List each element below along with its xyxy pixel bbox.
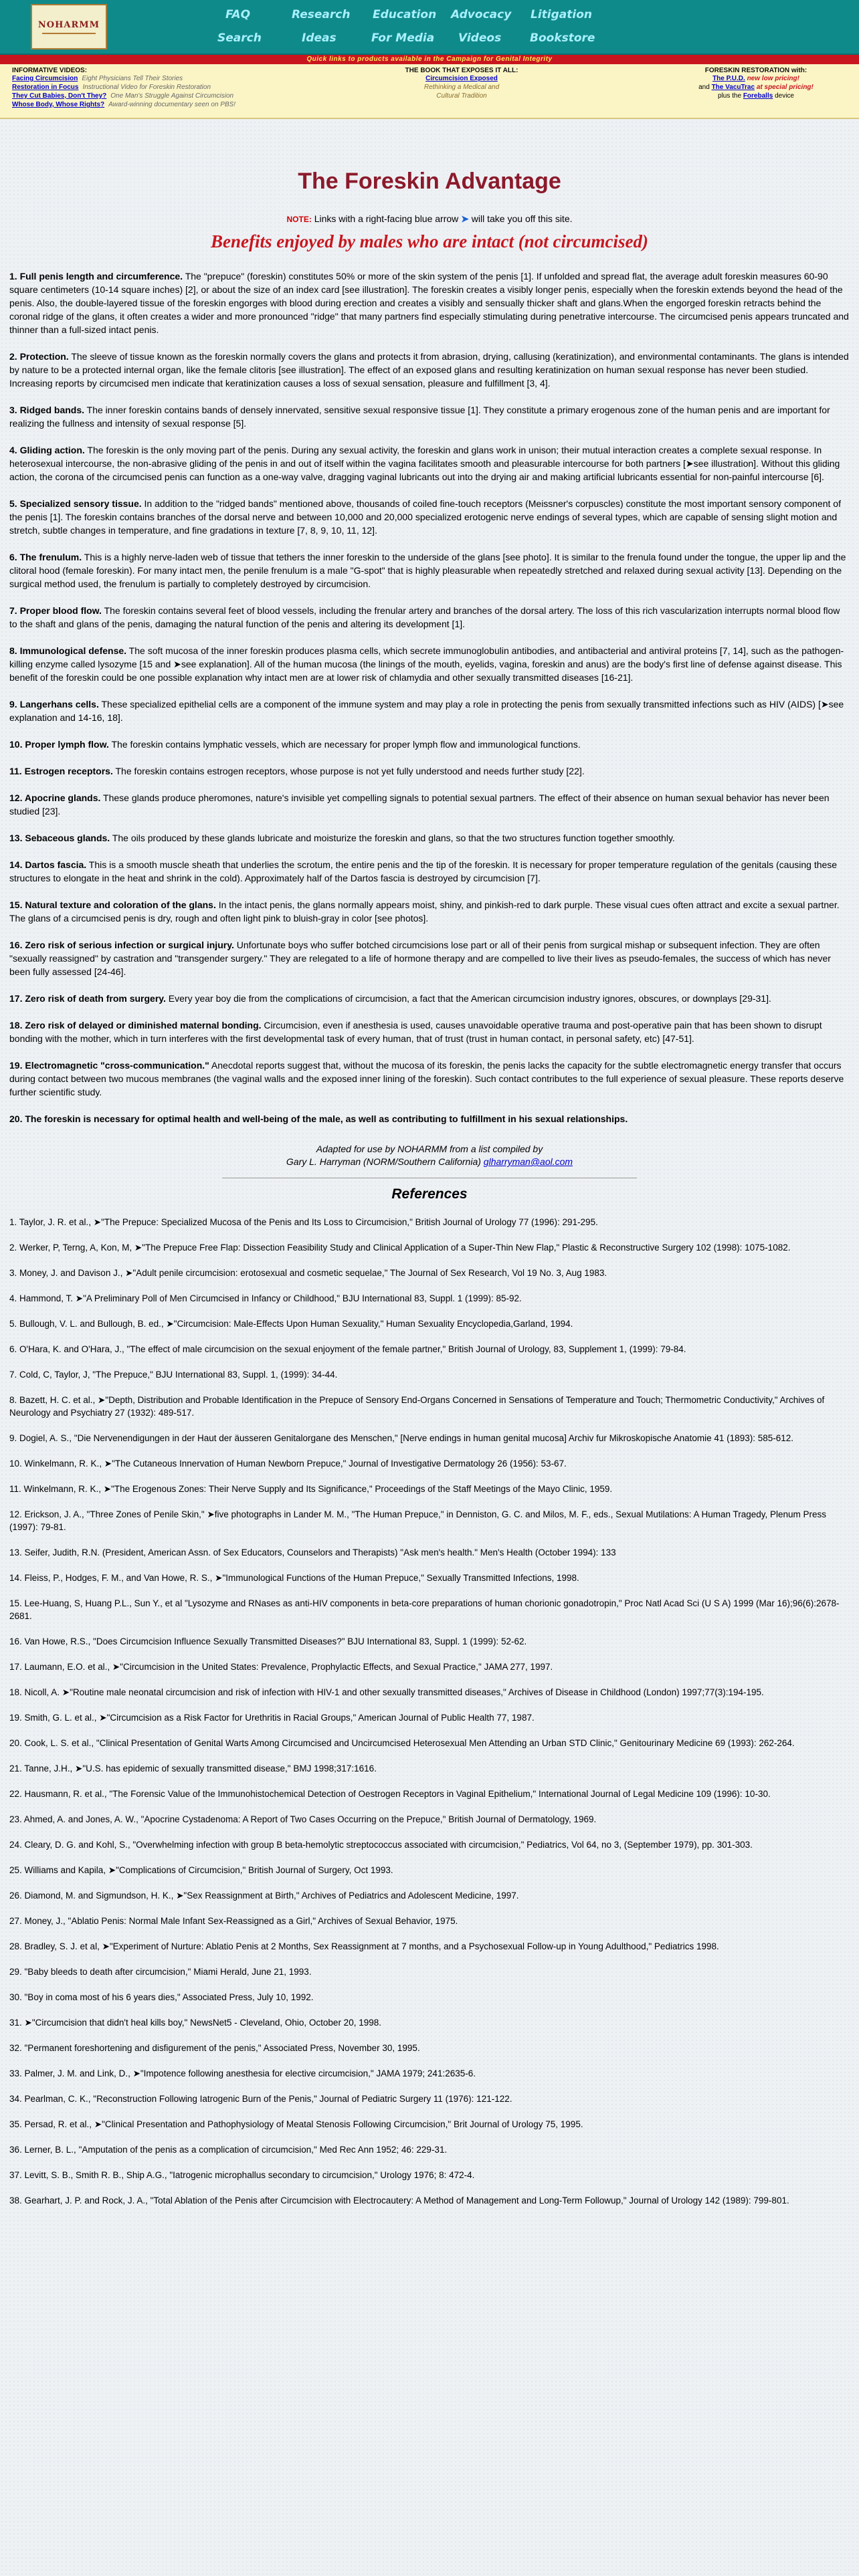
benefit-text: The foreskin is the only moving part of the penis. During any sexual activity, the foreskin and glans work in unison; their mutual interaction creates a complete sexual response. In heterosexual intercourse, the non-abrasive gliding of the penis in and out of itself within the vagina facilitates smooth and pleasurable intercourse for both partners [➤see illustration]. Without this gliding action, the corona of the circumcised penis can function as a one-way valve, dragging vaginal lubricants out into the drying air and making artificial lubricants essential for non-painful intercourse [6]. [9,445,840,482]
nav-link-bookstore[interactable]: Bookstore [530,31,595,45]
benefit-text: The foreskin contains several feet of blood vessels, including the frenular artery and branches of the dorsal artery. The loss of this rich vascularization interrupts normal blood flow to the shaft and glans of the penis, damaging the natural function of the penis and altering its development [1]. [9,605,840,629]
main-content [0,169,859,2207]
reference-item[interactable]: 24. Cleary, D. G. and Kohl, S., "Overwhelming infection with group B beta-hemolytic streptococcus associated with circumcision," Pediatrics, Vol 64, no 3, (September 1979), pp. 301-303. [9,1840,753,1850]
logo-divider [42,33,96,34]
reference-item[interactable]: 22. Hausmann, R. et al., "The Forensic Value of the Immunohistochemical Detection of Oestrogen Receptors in Vaginal Epithelium," International Journal of Legal Medicine 109 (1996): 10-30. [9,1789,771,1799]
page-title: The Foreskin Advantage [298,169,561,194]
benefit-heading: 12. Apocrine glands. [9,792,101,803]
references-list [9,1216,850,2207]
reference-item[interactable]: 36. Lerner, B. L., "Amputation of the penis as a complication of circumcision," Med Rec Ann 1952; 46: 229-31. [9,2145,448,2155]
benefit-item [9,1112,850,1125]
reference-item[interactable]: 2. Werker, P, Terng, A, Kon, M, ➤"The Prepuce Free Flap: Dissection Feasibility Study and Clinical Application of a Super-Thin New Flap," Plastic & Reconstructive Surgery 102 (1998): 1075-1082. [9,1243,791,1253]
book-subtitle: Cultural Tradition [436,92,487,100]
reference-item[interactable]: 15. Lee-Huang, S, Huang P.L., Sun Y., et al "Lysozyme and RNases as anti-HIV components in beta-core preparations of human chorionic gonadotropin," Proc Natl Acad Sci (U S A) 1999 (Mar 16);96(6):2678-2681. [9,1598,840,1621]
reference-item[interactable]: 18. Nicoll, A. ➤"Routine male neonatal circumcision and risk of infection with HIV-1 and other sexually transmitted diseases," Archives of Disease in Childhood (London) 1997;77(3):194-195. [9,1687,764,1697]
video-link[interactable]: Whose Body, Whose Rights? [12,101,105,108]
reference-item[interactable]: 26. Diamond, M. and Sigmundson, H. K., ➤"Sex Reassignment at Birth," Archives of Pediatrics and Adolescent Medicine, 1997. [9,1891,519,1901]
benefit-heading: 10. Proper lymph flow. [9,739,109,750]
video-link[interactable]: Restoration in Focus [12,84,79,91]
reference-item[interactable]: 5. Bullough, V. L. and Bullough, B. ed., ➤"Circumcision: Male-Effects Upon Human Sexuality," Human Sexuality Encyclopedia,Garland, 1994. [9,1319,573,1329]
nav-link-education[interactable]: Education [373,8,437,21]
nav-link-ideas[interactable]: Ideas [302,31,337,45]
reference-item[interactable]: 32. "Permanent foreshortening and disfigurement of the penis," Associated Press, November 30, 1995. [9,2043,420,2053]
benefit-heading: 17. Zero risk of death from surgery. [9,993,166,1004]
benefit-text: The inner foreskin contains bands of densely innervated, sensitive sexual responsive tissue [1]. They constitute a primary erogenous zone of the human penis and are important for realizing the fullness and intensity of sexual response [5]. [9,405,830,429]
reference-item[interactable]: 29. "Baby bleeds to death after circumcision," Miami Herald, June 21, 1993. [9,1967,312,1977]
benefit-heading: 19. Electromagnetic "cross-communication." [9,1060,209,1071]
nav-link-search[interactable]: Search [217,31,262,45]
reference-item[interactable]: 12. Erickson, J. A., "Three Zones of Penile Skin," ➤five photographs in Lander M. M., "The Human Prepuce," in Denniston, G. C. and Milos, M. F., eds., Sexual Mutilations: A Human Tragedy, Plenum Press (1997): 79-81. [9,1509,827,1532]
videos-heading: INFORMATIVE VIDEOS: [12,67,88,74]
products-info-bar [0,64,859,119]
reference-item[interactable]: 13. Seifer, Judith, R.N. (President, American Assn. of Sex Educators, Counselors and Therapists) "Ask men's health." Men's Health (October 1994): 133 [9,1547,616,1558]
benefit-text: Every year boy die from the complications of circumcision, a fact that the American circumcision industry ignores, obscures, or downplays [29-31]. [165,993,771,1004]
reference-item[interactable]: 23. Ahmed, A. and Jones, A. W., "Apocrine Cystadenoma: A Report of Two Cases Occurring on the Prepuce," British Journal of Dermatology, 1969. [9,1814,597,1824]
reference-item[interactable]: 11. Winkelmann, R. K., ➤"The Erogenous Zones: Their Nerve Supply and Its Significance," Proceedings of the Staff Meetings of the Mayo Clinic, 1959. [9,1484,613,1494]
restoration-heading: FORESKIN RESTORATION with: [704,67,807,74]
benefit-item [9,858,850,885]
benefit-item [9,403,850,430]
benefit-item [9,898,850,925]
benefit-item [9,497,850,537]
reference-item[interactable]: 9. Dogiel, A. S., "Die Nervenendigungen in der Haut der äusseren Genitalorgane des Menschen," [Nerve endings in human genital mucosa] Archiv fur Mikroskopische Anatomie 41 (1893): 585-612. [9,1433,794,1443]
credit-author: Gary L. Harryman (NORM/Southern California) [286,1156,481,1167]
reference-item[interactable]: 20. Cook, L. S. et al., "Clinical Presentation of Genital Warts Among Circumcised and Uncircumcised Heterosexual Men Attending an Urban STD Clinic," Genitourinary Medicine 69 (1993): 262-264. [9,1738,795,1748]
book-link[interactable]: Circumcision Exposed [425,75,498,82]
nav-link-faq[interactable]: FAQ [225,8,251,21]
video-item [12,74,235,83]
reference-item[interactable]: 7. Cold, C, Taylor, J, "The Prepuce," BJU International 83, Suppl. 1, (1999): 34-44. [9,1370,338,1380]
logo-text: NOHARMM [37,19,100,30]
benefit-heading: 5. Specialized sensory tissue. [9,498,142,509]
reference-item[interactable]: 28. Bradley, S. J. et al, ➤"Experiment of Nurture: Ablatio Penis at 2 Months, Sex Reassignment at 7 months, and a Psychosexual Follow-up in Young Adulthood," Pediatrics 1998. [9,1941,719,1951]
book-section [375,67,549,100]
reference-item[interactable]: 30. "Boy in coma most of his 6 years dies," Associated Press, July 10, 1992. [9,1992,314,2002]
reference-item[interactable]: 4. Hammond, T. ➤"A Preliminary Poll of Men Circumcised in Infancy or Childhood," BJU International 83, Suppl. 1 (1999): 85-92. [9,1293,522,1303]
offsite-link-note [9,213,850,225]
nav-link-videos[interactable]: Videos [458,31,502,45]
benefit-text: Unfortunate boys who suffer botched circumcisions lose part or all of their penis from surgical mishap or subsequent infection. They are often "sexually reassigned" by castration and "transgender surgery." They are relegated to a life of hormone therapy and are compelled to live their lives as pseudo-females, the success of which has never been fully assessed [24-46]. [9,940,831,977]
vacutrac-link[interactable]: The VacuTrac [711,84,755,91]
foreballs-link[interactable]: Foreballs [743,92,773,100]
video-desc: Instructional Video for Foreskin Restoration [82,84,211,91]
video-item [12,100,235,109]
benefit-item [9,764,850,778]
reference-item[interactable]: 33. Palmer, J. M. and Link, D., ➤"Impotence following anesthesia for elective circumcision," JAMA 1979; 241:2635-6. [9,2068,476,2078]
book-subtitle: Rethinking a Medical and [423,84,500,91]
note-label: NOTE: [286,215,312,224]
blue-arrow-icon: ➤ [461,213,469,224]
reference-item[interactable]: 27. Money, J., "Ablatio Penis: Normal Male Infant Sex-Reassigned as a Girl," Archives of Sexual Behavior, 1975. [9,1916,458,1926]
reference-item[interactable]: 14. Fleiss, P., Hodges, F. M., and Van Howe, R. S., ➤"Immunological Functions of the Human Prepuce," Sexually Transmitted Infections, 1998. [9,1573,579,1583]
pud-promo: new low pricing! [747,75,799,82]
note-text: will take you off this site. [471,213,573,224]
benefit-heading: 2. Protection. [9,351,69,362]
benefit-text: The soft mucosa of the inner foreskin produces plasma cells, which secrete immunoglobulin antibodies, and antibacterial and antiviral proteins [7, 14], such as the pathogen-killing enzyme called lysozyme [15 and ➤see explanation]. All of the human mucosa (the linings of the mouth, eyelids, vagina, foreskin and anus) are the body's first line of defense against disease. This benefit of the foreskin could be one possible explanation why intact men are at lower risk of chlamydia and other sexually transmitted diseases [16-21]. [9,645,844,683]
reference-item[interactable]: 21. Tanne, J.H., ➤"U.S. has epidemic of sexually transmitted disease," BMJ 1998;317:1616. [9,1763,377,1774]
benefit-heading: 20. The foreskin is necessary for optimal health and well-being of the male, as well as contributing to fulfillment in his sexual relationships. [9,1113,628,1124]
reference-item[interactable]: 25. Williams and Kapila, ➤"Complications of Circumcision," British Journal of Surgery, Oct 1993. [9,1865,393,1875]
video-desc: Award-winning documentary seen on PBS! [108,101,236,108]
benefit-heading: 16. Zero risk of serious infection or surgical injury. [9,940,234,950]
vacutrac-promo: at special pricing! [756,84,814,91]
benefit-item [9,604,850,631]
benefit-heading: 9. Langerhans cells. [9,699,99,710]
benefit-text: In addition to the "ridged bands" mentioned above, thousands of coiled fine-touch receptors (Meissner's corpuscles) constitute the most important sensory component of the penis [1]. The foreskin contains branches of the dorsal nerve and between 10,000 and 20,000 specialized erotogenic nerve endings of several types, which are capable of sensing slight motion and stretch, subtle changes in temperature, and fine gradations in texture [7, 8, 9, 10, 11, 12]. [9,498,841,536]
benefit-item [9,350,850,390]
benefit-item [9,992,850,1005]
restore-text: and [698,84,710,91]
video-desc: One Man's Struggle Against Circumcision [110,92,234,100]
reference-item[interactable]: 37. Levitt, S. B., Smith R. B., Ship A.G., "Iatrogenic microphallus secondary to circumcision," Urology 1976; 8: 472-4. [9,2170,475,2180]
videos-section [12,67,235,109]
nav-link-litigation[interactable]: Litigation [531,8,592,21]
benefit-text: The "prepuce" (foreskin) constitutes 50% or more of the skin system of the penis [1]. If unfolded and spread flat, the average adult foreskin measures 60-90 square centimeters (10-14 square inches) [2], or about the size of an index card [see illustration]. The foreskin creates a visibly longer penis, especially when the foreskin extends beyond the head of the penis. Also, the double-layered tissue of the foreskin engorges with blood during erection and creates a visibly and sensually thicker shaft and glans.When the engorged foreskin retracts behind the coronal ridge of the glans, it often creates a wider and more pronounced "ridge" that many partners find especially stimulating during penetrative intercourse. The circumcised penis appears truncated and thinner than a full-sized intact penis. [9,271,849,335]
benefit-heading: 4. Gliding action. [9,445,85,455]
benefit-heading: 15. Natural texture and coloration of the glans. [9,899,216,910]
benefit-heading: 14. Dartos fascia. [9,859,87,870]
video-item [12,92,235,100]
book-heading: THE BOOK THAT EXPOSES IT ALL: [405,67,518,74]
noharmm-logo[interactable] [31,4,107,49]
benefit-text: The sleeve of tissue known as the foreskin normally covers the glans and protects it from abrasion, drying, callusing (keratinization), and environmental contaminants. The glans is intended by nature to be a protected internal organ, like the female clitoris [see illustration]. The effect of an exposed glans and resulting keratinization on human sexual response has never been studied. Increasing reports by circumcised men indicate that keratinization causes a loss of sexual sensation, pleasure and fulfillment [3, 4]. [9,351,849,389]
benefit-text: Circumcision, even if anesthesia is used, causes unavoidable operative trauma and post-operative pain that has been shown to disrupt bonding with the mother, which in turn interferes with the first developmental task of every human, that of trust (trust in human contact, in personal safety, etc) [47-51]. [9,1020,822,1044]
benefit-text: This is a highly nerve-laden web of tissue that tethers the inner foreskin to the underside of the glans [see photo]. It is similar to the frenula found under the tongue, the upper lip and the clitoral hood (female foreskin). For many intact men, the penile frenulum is a male "G-spot" that is highly pleasurable when repeatedly stretched and relaxed during sexual activity [13]. Depending on the surgical method used, the frenulum is partially to completely destroyed by circumcision. [9,552,846,589]
benefits-list [9,270,850,1125]
benefit-item [9,697,850,724]
pud-link[interactable]: The P.U.D. [712,75,745,82]
reference-item[interactable]: 38. Gearhart, J. P. and Rock, J. A., "Total Ablation of the Penis after Circumcision with Electrocautery: A Method of Management and Long-Term Followup," Journal of Urology 142 (1989): 799-801. [9,2195,789,2206]
author-email-link[interactable]: glharryman@aol.com [483,1156,573,1167]
benefit-item [9,550,850,591]
benefit-item [9,831,850,845]
nav-link-advocacy[interactable]: Advocacy [451,8,512,21]
top-navigation-bar [0,0,859,55]
benefit-text: This is a smooth muscle sheath that underlies the scrotum, the entire penis and the tip of the foreskin. It is necessary for proper temperature regulation of the genitals (causing these structures to elongate in the heat and shrink in the cold). Approximately half of the Dartos fascia is destroyed by circumcision [7]. [9,859,838,883]
references-heading: References [391,1186,468,1202]
benefit-item [9,938,850,978]
benefit-text: The oils produced by these glands lubricate and moisturize the foreskin and glans, so that the two structures function together smoothly. [110,833,675,843]
video-item [12,83,235,92]
benefit-item [9,443,850,484]
benefit-heading: 1. Full penis length and circumference. [9,271,183,282]
benefit-item [9,791,850,818]
benefit-item [9,738,850,751]
reference-item[interactable]: 34. Pearlman, C. K., "Reconstruction Following Iatrogenic Burn of the Penis," Journal of Pediatric Surgery 11 (1976): 121-122. [9,2094,512,2104]
campaign-quick-links-bar[interactable]: Quick links to products available in the Campaign for Genital Integrity [0,55,859,64]
nav-link-for-media[interactable]: For Media [371,31,435,45]
reference-item[interactable]: 17. Laumann, E.O. et al., ➤"Circumcision in the United States: Prevalence, Prophylactic Effects, and Sexual Practice," JAMA 277, 1997. [9,1662,553,1672]
benefit-heading: 8. Immunological defense. [9,645,127,656]
benefits-heading: Benefits enjoyed by males who are intact (not circumcised) [211,231,648,251]
credit-line: Adapted for use by NOHARMM from a list compiled by [316,1144,543,1154]
benefit-heading: 13. Sebaceous glands. [9,833,110,843]
benefit-text: Anecdotal reports suggest that, without the mucosa of its foreskin, the penis lacks the capacity for the subtle electromagnetic energy transfer that occurs during contact between two mucous membranes (the vaginal walls and the exposed inner lining of the foreskin). Such contact contributes to the full experience of sexual pleasure. These reports deserve further scientific study. [9,1060,844,1097]
benefit-heading: 11. Estrogen receptors. [9,766,113,776]
benefit-text: The foreskin contains estrogen receptors, whose purpose is not yet fully understood and needs further study [22]. [112,766,585,776]
compiled-credit [9,1143,850,1168]
benefit-text: These specialized epithelial cells are a component of the immune system and may play a role in protecting the penis from sexually transmitted infections such as HIV (AIDS) [➤see explanation and 14-16, 18]. [9,699,844,723]
benefit-item [9,1059,850,1099]
benefit-text: The foreskin contains lymphatic vessels, which are necessary for proper lymph flow and immunological functions. [108,739,581,750]
reference-item[interactable]: 6. O'Hara, K. and O'Hara, J., "The effect of male circumcision on the sexual enjoyment of the female partner," British Journal of Urology, 83, Supplement 1, (1999): 79-84. [9,1344,686,1354]
reference-item[interactable]: 19. Smith, G. L. et al., ➤"Circumcision as a Risk Factor for Urethritis in Racial Groups," American Journal of Public Health 77, 1987. [9,1713,535,1723]
nav-link-research[interactable]: Research [292,8,351,21]
benefit-item [9,644,850,684]
benefit-item [9,1018,850,1045]
restore-text: device [775,92,794,100]
benefit-text: These glands produce pheromones, nature's invisible yet compelling signals to potential sexual partners. The effect of their absence on human sexual behavior has never been studied [23]. [9,792,830,817]
video-link[interactable]: Facing Circumcision [12,75,78,82]
video-link[interactable]: They Cut Babies, Don't They? [12,92,107,100]
benefit-heading: 3. Ridged bands. [9,405,85,415]
reference-item[interactable]: 31. ➤"Circumcision that didn't heal kills boy," NewsNet5 - Cleveland, Ohio, October 20, 1998. [9,2018,381,2028]
reference-item[interactable]: 35. Persad, R. et al., ➤"Clinical Presentation and Pathophysiology of Meatal Stenosis Following Circumcision," Brit Journal of Urology 75, 1995. [9,2119,583,2129]
benefit-text: In the intact penis, the glans normally appears moist, shiny, and pinkish-red to dark purple. These visual cues often attract and excite a sexual partner. The glans of a circumcised penis is dry, rough and often light pink to bluish-gray in color [see photos]. [9,899,840,924]
reference-item[interactable]: 3. Money, J. and Davison J., ➤"Adult penile circumcision: erotosexual and cosmetic sequelae," The Journal of Sex Research, Vol 19 No. 3, Aug 1983. [9,1268,607,1278]
benefit-heading: 18. Zero risk of delayed or diminished maternal bonding. [9,1020,262,1031]
benefit-heading: 6. The frenulum. [9,552,82,562]
reference-item[interactable]: 8. Bazett, H. C. et al., ➤"Depth, Distribution and Probable Identification in the Prepuce of Sensory End-Organs Concerned in Sensations of Temperature and Touch; Thermometric Conductivity," Archives of Neurology and Psychiatry 27 (1932): 489-517. [9,1395,825,1418]
benefit-item [9,270,850,336]
restoration-section [676,67,836,100]
note-text: Links with a right-facing blue arrow [314,213,459,224]
reference-item[interactable]: 10. Winkelmann, R. K., ➤"The Cutaneous Innervation of Human Newborn Prepuce," Journal of Investigative Dermatology 26 (1956): 53-67. [9,1459,567,1469]
restore-text: plus the [718,92,742,100]
video-desc: Eight Physicians Tell Their Stories [82,75,183,82]
reference-item[interactable]: 1. Taylor, J. R. et al., ➤"The Prepuce: Specialized Mucosa of the Penis and Its Loss to Circumcision," British Journal of Urology 77 (1996): 291-295. [9,1217,598,1227]
benefit-heading: 7. Proper blood flow. [9,605,102,616]
reference-item[interactable]: 16. Van Howe, R.S., "Does Circumcision Influence Sexually Transmitted Diseases?" BJU International 83, Suppl. 1 (1999): 52-62. [9,1636,527,1646]
